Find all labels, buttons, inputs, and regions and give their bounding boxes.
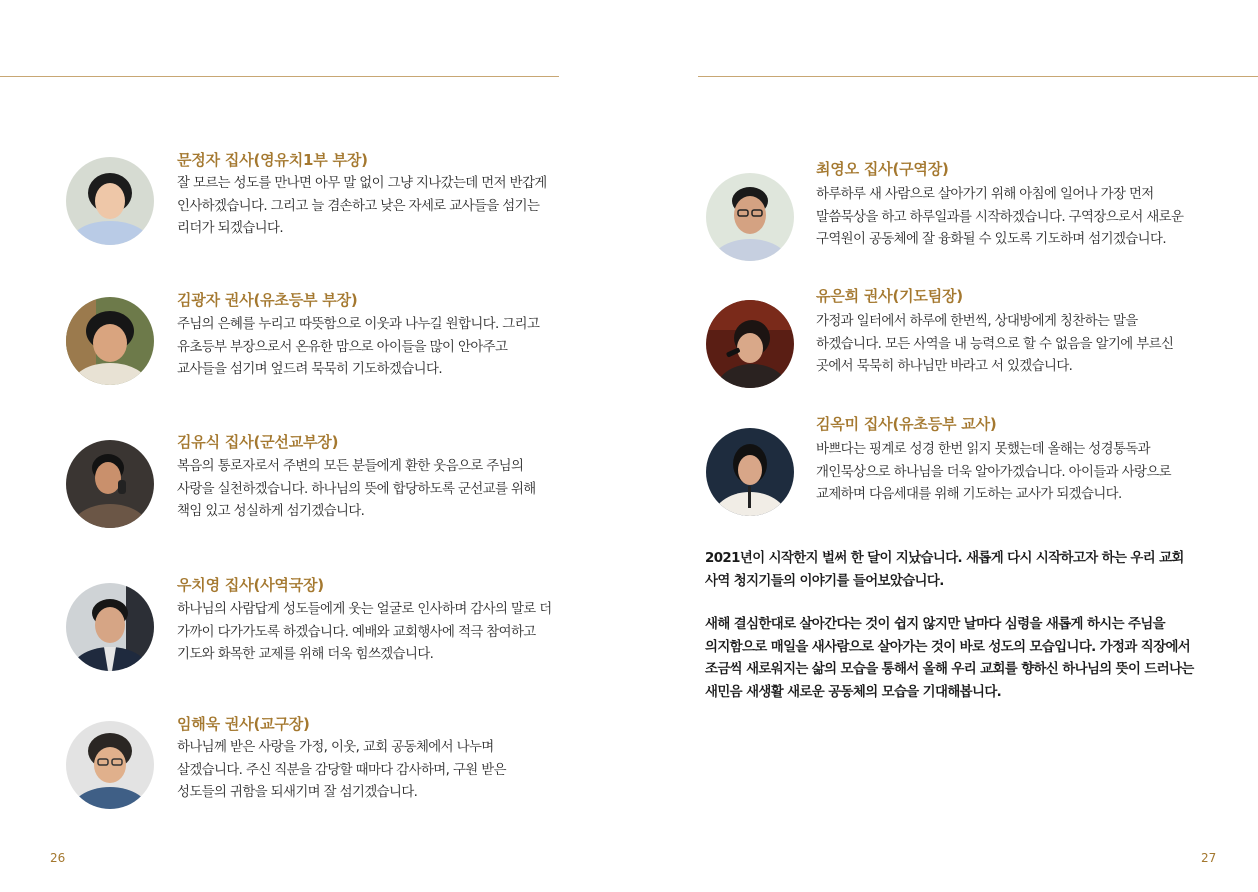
profile-text: 주님의 은혜를 누리고 따뜻함으로 이웃과 나누길 원합니다. 그리고 유초등부 부장으로서 온유한 맘으로 아이들을 많이 안아주고 교사들을 섬기며 엎드려 묵묵히 기도하겠습니다. (177, 317, 540, 377)
portrait-photo (66, 297, 154, 385)
profile-text: 가정과 일터에서 하루에 한번씩, 상대방에게 칭찬하는 말을 하겠습니다. 모든 사역을 내 능력으로 할 수 없음을 알기에 부르신 곳에서 묵묵히 하나님만 바라고 서 있겠습니다. (816, 314, 1174, 374)
profile-name: 김유식 집사(군선교부장) (177, 433, 339, 451)
profile-text: 복음의 통로자로서 주변의 모든 분들에게 환한 웃음으로 주님의 사랑을 실천하겠습니다. 하나님의 뜻에 합당하도록 군선교를 위해 책임 있고 성실하게 섬기겠습니다. (177, 459, 536, 519)
left-header-rule (0, 76, 559, 77)
profile-text: 하나님의 사람답게 성도들에게 웃는 얼굴로 인사하며 감사의 말로 더 가까이 다가가도록 하겠습니다. 예배와 교회행사에 적극 참여하고 기도와 화목한 교제를 위해 더욱 힘쓰겠습니다. (177, 602, 552, 662)
profile-name: 우치영 집사(사역국장) (177, 576, 324, 594)
portrait-photo (66, 440, 154, 528)
portrait-photo (66, 157, 154, 245)
page-number-right: 27 (1201, 851, 1217, 865)
portrait-photo (66, 583, 154, 671)
closing-paragraph-2: 새해 결심한대로 살아간다는 것이 쉽지 않지만 날마다 심령을 새롭게 하시는 주님을 의지함으로 매일을 새사람으로 살아가는 것이 바로 성도의 모습입니다. 가정과 직장에서 조금씩 새로워지는 삶의 모습을 통해서 올해 우리 교회를 향하신 하나님의 뜻이 드러나는 새민음 새생활 새로운 공동체의 모습을 기대해봅니다. (705, 617, 1194, 700)
profile-name: 최영오 집사(구역장) (816, 160, 949, 178)
portrait-photo (706, 428, 794, 516)
profile-text: 바쁘다는 핑계로 성경 한번 읽지 못했는데 올해는 성경통독과 개인묵상으로 하나님을 더욱 알아가겠습니다. 아이들과 사랑으로 교제하며 다음세대를 위해 기도하는 교사가 되겠습니다. (816, 442, 1171, 502)
portrait-photo (706, 173, 794, 261)
profile-name: 김옥미 집사(유초등부 교사) (816, 415, 997, 433)
page-number-left: 26 (50, 851, 66, 865)
profile-name: 임해욱 권사(교구장) (177, 715, 310, 733)
right-header-rule (698, 76, 1258, 77)
profile-name: 김광자 권사(유초등부 부장) (177, 291, 358, 309)
profile-text: 하나님께 받은 사랑을 가정, 이웃, 교회 공동체에서 나누며 살겠습니다. 주신 직분을 감당할 때마다 감사하며, 구원 받은 성도들의 귀함을 되새기며 잘 섬기겠습니다. (177, 740, 506, 800)
profile-text: 하루하루 새 사람으로 살아가기 위해 아침에 일어나 가장 먼저 말씀묵상을 하고 하루일과를 시작하겠습니다. 구역장으로서 새로운 구역원이 공동체에 잘 융화될 수 있도록 기도하며 섬기겠습니다. (816, 187, 1184, 247)
profile-text: 잘 모르는 성도를 만나면 아무 말 없이 그냥 지나갔는데 먼저 반갑게 인사하겠습니다. 그리고 늘 겸손하고 낮은 자세로 교사들을 섬기는 리더가 되겠습니다. (177, 176, 547, 236)
portrait-photo (706, 300, 794, 388)
closing-paragraph-1: 2021년이 시작한지 벌써 한 달이 지났습니다. 새롭게 다시 시작하고자 하는 우리 교회 사역 청지기들의 이야기를 들어보았습니다. (705, 551, 1184, 589)
portrait-photo (66, 721, 154, 809)
profile-name: 유은희 권사(기도팀장) (816, 287, 963, 305)
profile-name: 문정자 집사(영유치1부 부장) (177, 151, 368, 169)
